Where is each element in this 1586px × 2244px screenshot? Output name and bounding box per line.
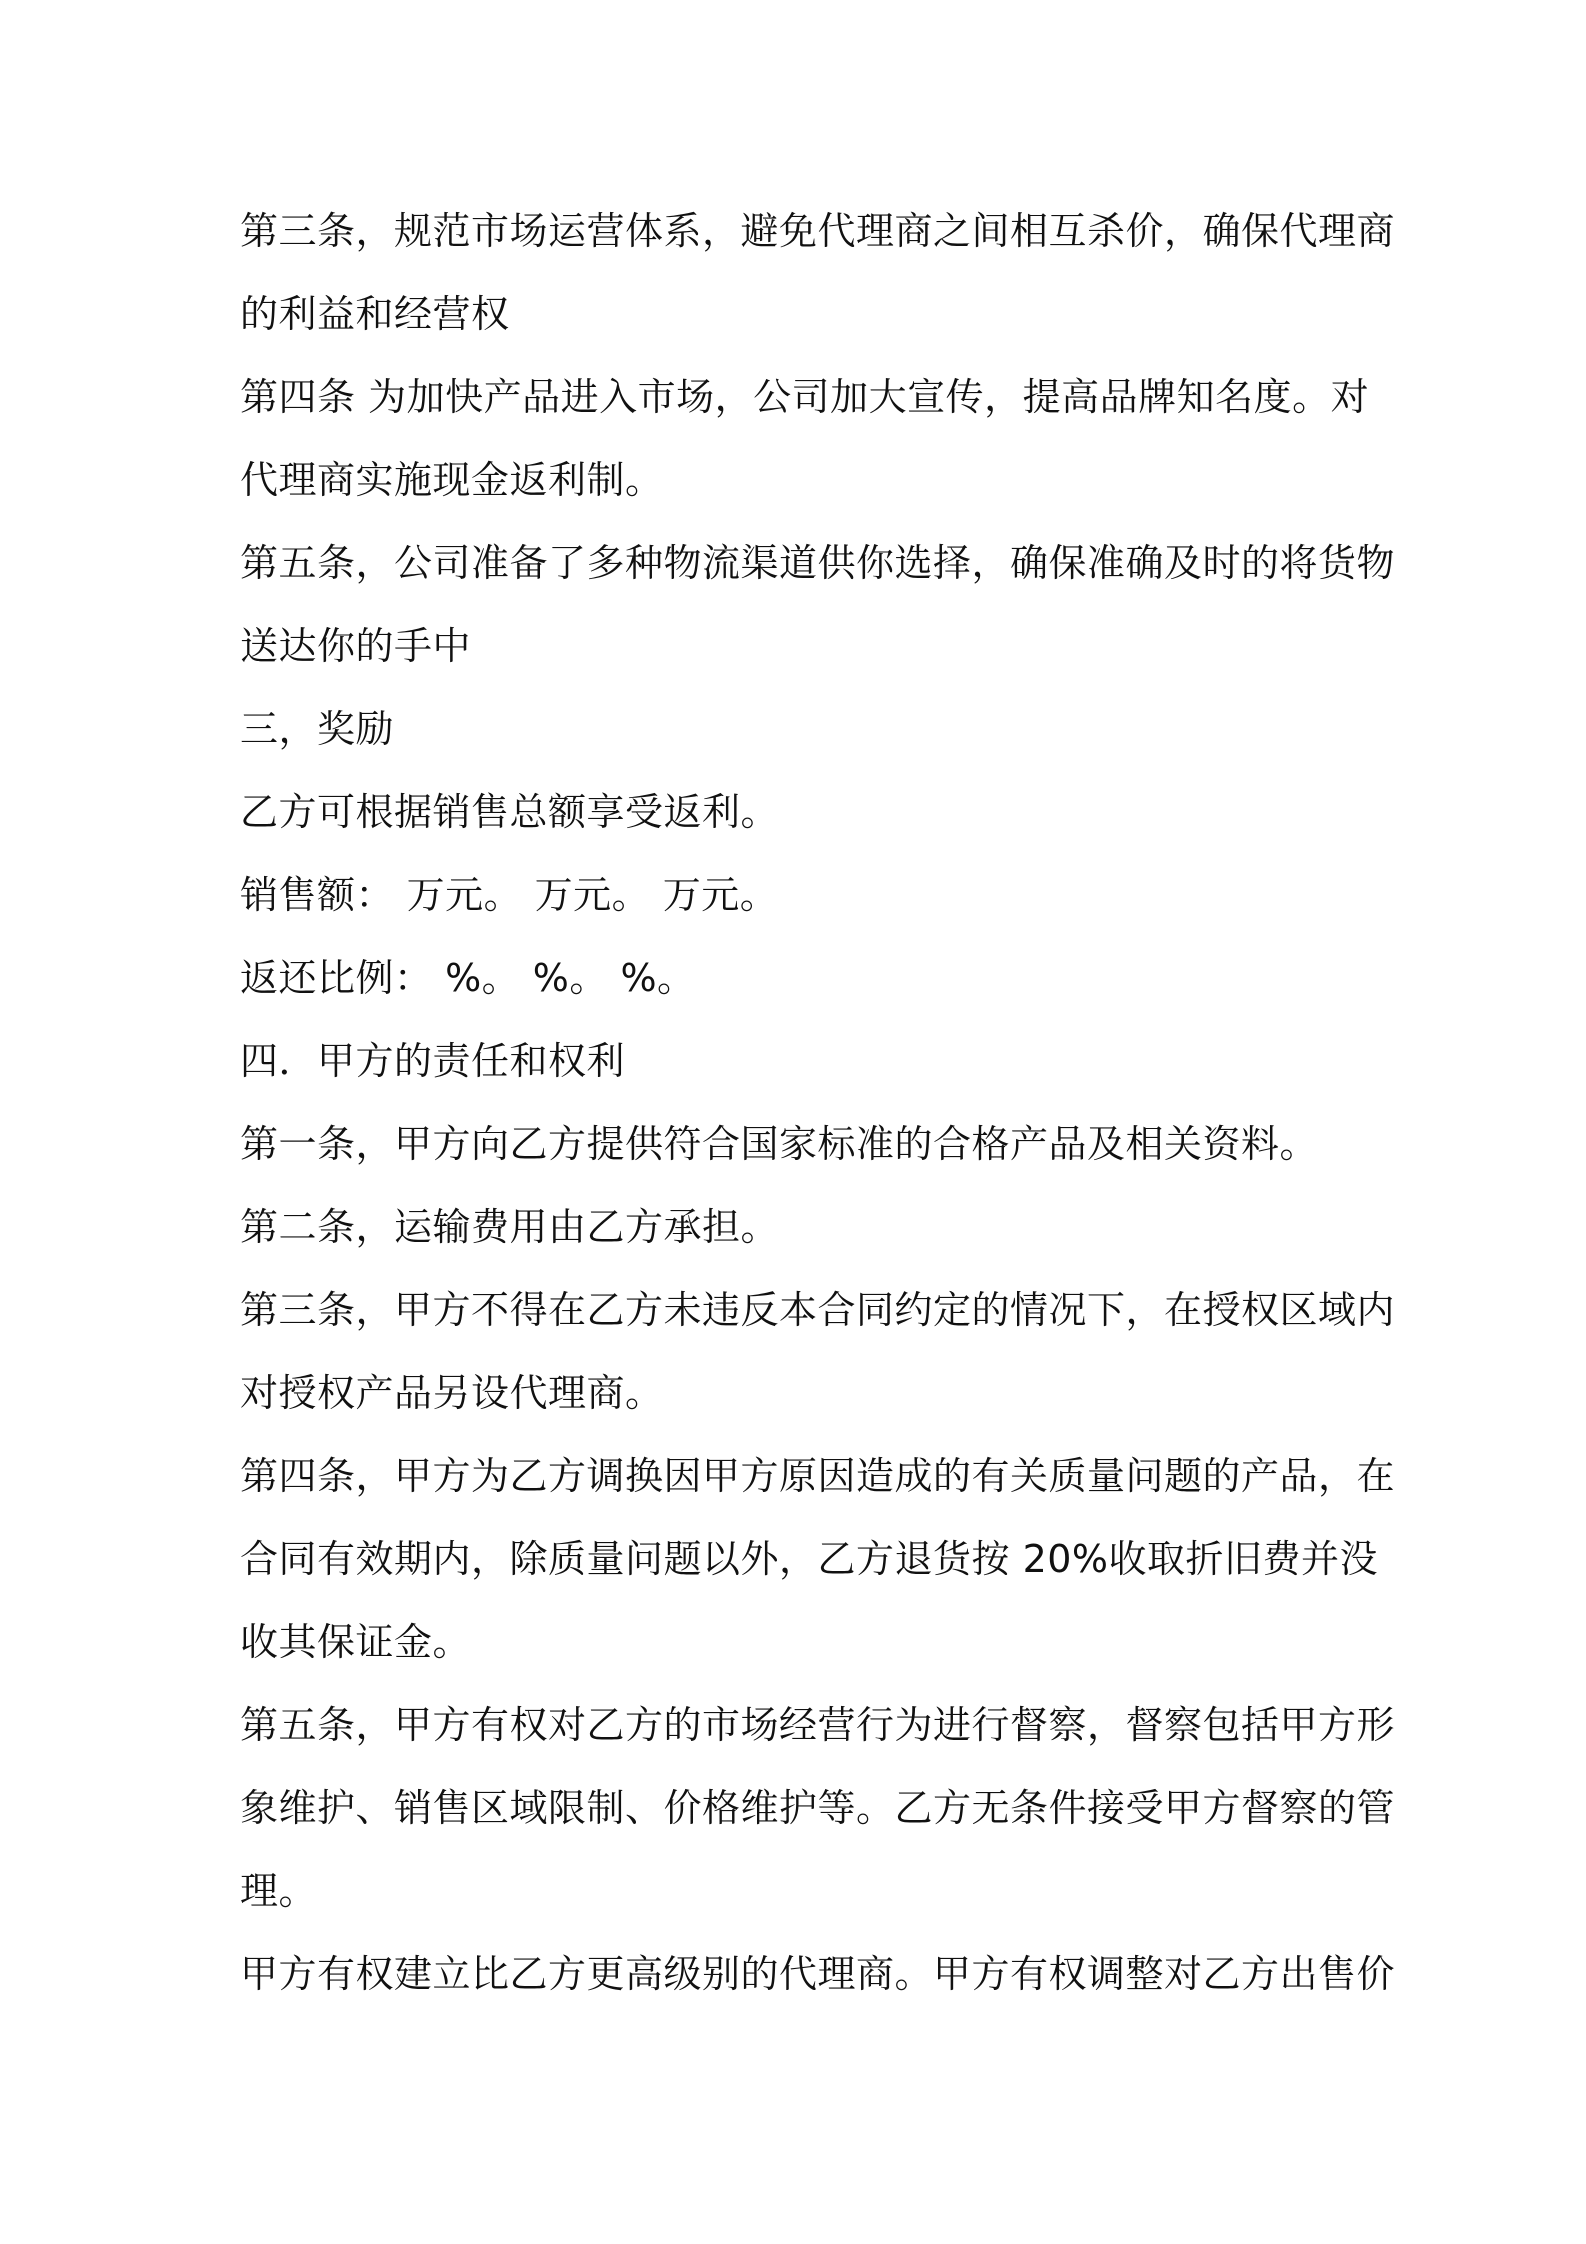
text-line: 象维护、销售区域限制、价格维护等。乙方无条件接受甲方督察的管 xyxy=(240,1786,1396,1830)
text-line: 代理商实施现金返利制。 xyxy=(240,458,664,502)
text-line: 合同有效期内，除质量问题以外，乙方退货按 20%收取折旧费并没 xyxy=(240,1537,1379,1581)
text-line: 第五条，公司准备了多种物流渠道供你选择，确保准确及时的将货物 xyxy=(240,541,1396,585)
text-line: 第四条 为加快产品进入市场，公司加大宣传，提高品牌知名度。对 xyxy=(240,375,1370,419)
section-heading: 四．甲方的责任和权利 xyxy=(240,1039,626,1083)
text-line: 第二条，运输费用由乙方承担。 xyxy=(240,1205,780,1249)
text-line: 理。 xyxy=(240,1869,318,1913)
sales-amount-line: 销售额： 万元。 万元。 万元。 xyxy=(240,873,779,917)
text-line: 第三条，甲方不得在乙方未违反本合同约定的情况下，在授权区域内 xyxy=(240,1288,1396,1332)
text-line: 第四条，甲方为乙方调换因甲方原因造成的有关质量问题的产品，在 xyxy=(240,1454,1396,1498)
text-line: 收其保证金。 xyxy=(240,1620,472,1664)
text-line: 第五条，甲方有权对乙方的市场经营行为进行督察，督察包括甲方形 xyxy=(240,1703,1396,1747)
section-heading: 三，奖励 xyxy=(240,707,395,751)
text-line: 甲方有权建立比乙方更高级别的代理商。甲方有权调整对乙方出售价 xyxy=(240,1952,1396,1996)
text-line: 第一条，甲方向乙方提供符合国家标准的合格产品及相关资料。 xyxy=(240,1122,1319,1166)
text-line: 送达你的手中 xyxy=(240,624,472,668)
text-line: 第三条，规范市场运营体系，避免代理商之间相互杀价，确保代理商 xyxy=(240,209,1396,253)
text-line: 的利益和经营权 xyxy=(240,292,510,336)
text-line: 对授权产品另设代理商。 xyxy=(240,1371,664,1415)
document-body xyxy=(240,190,1396,2016)
text-line: 乙方可根据销售总额享受返利。 xyxy=(240,790,780,834)
rebate-ratio-line: 返还比例： %。 %。 %。 xyxy=(240,956,696,1000)
